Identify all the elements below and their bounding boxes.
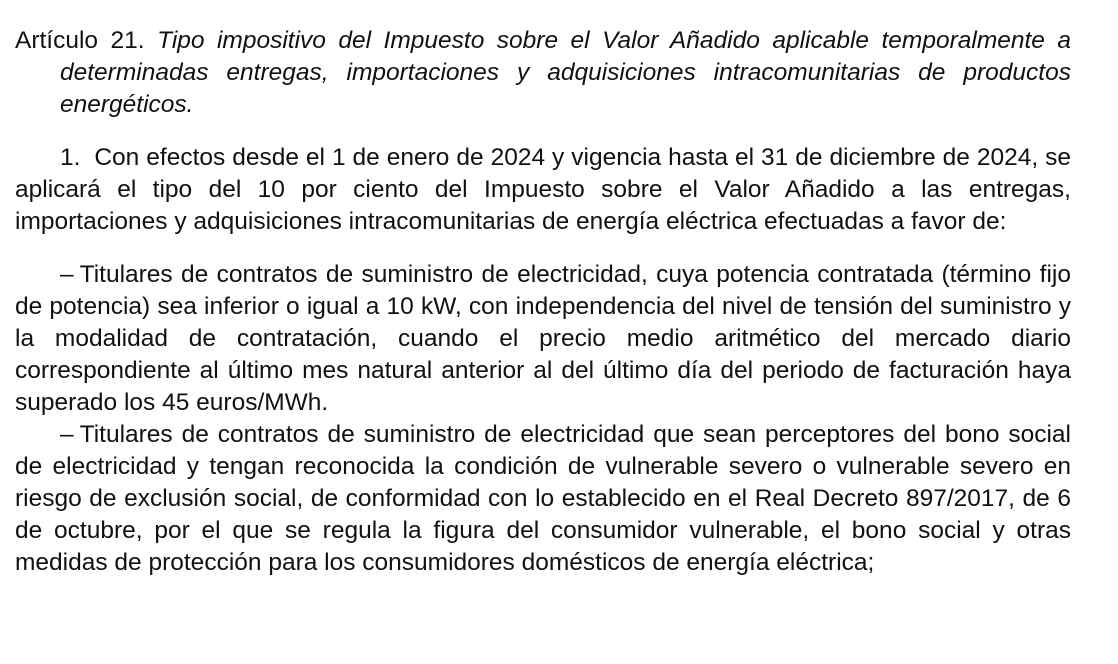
list-item-text: Titulares de contratos de suministro de electricidad, cuya potencia contratada (término fijo de potencia) sea inferior o igual a 10 kW, con independencia del nivel de tensión del suministro y la modalidad de contratación, cuando el precio medio aritmético del mercado diario correspondiente al último mes natural anterior al del último día del periodo de facturación haya superado los 45 euros/MWh. [15, 261, 1071, 416]
document-page [15, 0, 1071, 579]
list-item-dash: – [60, 261, 74, 288]
paragraph-text: Con efectos desde el 1 de enero de 2024 y vigencia hasta el 31 de diciembre de 2024, se aplicará el tipo del 10 por ciento del Impuesto sobre el Valor Añadido a las entregas, importaciones y adquisiciones intracomunitarias de energía eléctrica efectuadas a favor de: [15, 144, 1071, 235]
list-item-text: Titulares de contratos de suministro de electricidad que sean perceptores del bono social de electricidad y tengan reconocida la condición de vulnerable severo o vulnerable severo en riesgo de exclusión social, de conformidad con lo establecido en el Real Decreto 897/2017, de 6 de octubre, por el que se regula la figura del consumidor vulnerable, el bono social y otras medidas de protección para los consumidores domésticos de energía eléctrica; [15, 421, 1071, 576]
list-item [15, 419, 1071, 579]
article-heading [15, 25, 1071, 121]
list-item-dash: – [60, 421, 74, 448]
article-title: Tipo impositivo del Impuesto sobre el Valor Añadido aplicable temporalmente a determinadas entregas, importaciones y adquisiciones intracomunitarias de productos energéticos. [60, 27, 1072, 118]
article-label: Artículo 21. [15, 27, 145, 54]
paragraph-number: 1. [60, 144, 81, 171]
list-item [15, 259, 1071, 419]
paragraph-1 [15, 142, 1071, 238]
